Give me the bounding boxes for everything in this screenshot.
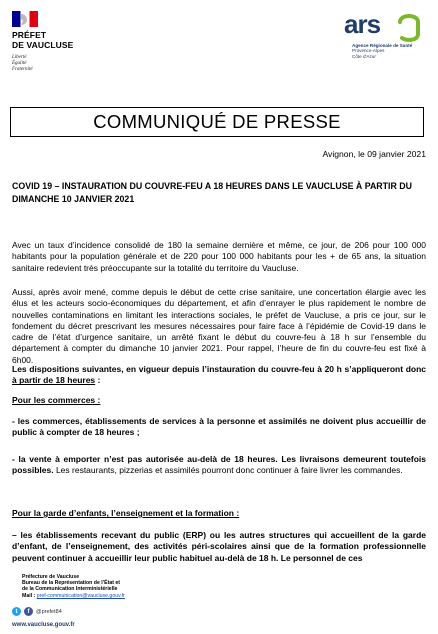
paragraph-decision: Aussi, après avoir mené, comme depuis le début de cette crise sanitaire, une concertation élargie avec les élus et les acteurs socio-économiques du département, et afin d’enrayer le plus rapidement le nombre de nouvelles contaminations en limitant les interactions sociales, le préfet de Vaucluse, a pris ce jour, sur le fondement du décret prescrivant les mesures nécessaires pour faire face à l’épidémie de Covid-19 dans le cadre de l’état d’urgence sanitaire, un arrêté fixant le début du couvre-feu à 18 h sur l’ensemble du département à compter du dimanche 10 janvier 2021. Pour rappel, l’heure de fin du couvre-feu est fixé à 6h00. <box>12 287 426 365</box>
marianne-logo <box>12 11 38 27</box>
ars-subtitle <box>352 43 412 59</box>
dispositions-colon: : <box>95 375 101 386</box>
mail-link[interactable]: pref-communication@vaucluse.gouv.fr <box>36 592 125 599</box>
republic-motto <box>12 55 33 73</box>
vente-emporter-rest: Les restaurants, pizzerias et assimilés pourront donc continuer à faire livrer les commandes. <box>53 465 403 476</box>
title-box <box>10 107 424 137</box>
footer-contact <box>22 574 125 599</box>
website-link[interactable]: www.vaucluse.gouv.fr <box>12 622 75 628</box>
ars-sub-line-2: Provence-Alpes <box>352 48 385 54</box>
paragraph-vente-emporter <box>12 454 426 477</box>
dispositions-text: Les dispositions suivantes, en vigueur depuis l’instauration du couvre-feu à 20 h s’appliqueront donc <box>12 364 426 374</box>
footer-line-2: Bureau de la Représentation de l’État et <box>22 580 121 587</box>
facebook-icon[interactable]: f <box>24 607 33 616</box>
ars-sub-line-1: Agence Régionale de Santé <box>352 43 413 48</box>
ars-sub-line-3: Côte d'Azur <box>352 53 376 59</box>
ars-logo-text: ars <box>344 9 381 39</box>
paragraph-incidence: Avec un taux d’incidence consolidé de 180 la semaine dernière et même, ce jour, de 206 pour 100 000 habitants pour la population générale et de 220 pour 100 000 habitants pour les + de 65 ans, la situation sanitaire redevient très préoccupante sur la totalité du territoire du Vaucluse. <box>12 240 426 273</box>
section-enfants: Pour la garde d’enfants, l’enseignement et la formation : <box>12 508 240 518</box>
prefecture-name <box>12 30 73 50</box>
footer-mail-line <box>22 593 125 599</box>
vente-emporter-bold: - la vente à emporter n’est pas autorisée au-delà de 18 heures. Les livraisons demeurent toutefois possibles. <box>12 454 426 476</box>
mail-label: Mail : <box>22 592 37 599</box>
section-commerces: Pour les commerces : <box>12 395 101 405</box>
paragraph-erp: – les établissements recevant du public (ERP) ou les autres structures qui accueillent de la garde d’enfant, de l’enseignement, des activités péri-scolaires ainsi que de la formation professionnelle peuvent continuer à accueillir leur public habituel au-delà de 18 h. Le personnel de ces <box>12 530 426 563</box>
dateline: Avignon, le 09 janvier 2021 <box>322 149 426 159</box>
footer-line-1: Préfecture de Vaucluse <box>22 574 80 580</box>
motto-egalite: Égalité <box>12 61 27 66</box>
paragraph-dispositions <box>12 364 426 387</box>
page-title: COMMUNIQUÉ DE PRESSE <box>93 111 341 132</box>
paragraph-commerces-rule: - les commerces, établissements de services à la personne et assimilés ne doivent plus accueillir de public à compter de 18 heures ; <box>12 416 426 438</box>
twitter-icon[interactable]: t <box>12 607 21 616</box>
prefet-line-1: PRÉFET <box>12 30 47 40</box>
motto-fraternite: Fraternité <box>12 67 33 72</box>
headline: COVID 19 – INSTAURATION DU COUVRE-FEU A 18 HEURES DANS LE VAUCLUSE À PARTIR DU DIMANCHE 10 JANVIER 2021 <box>12 181 412 204</box>
social-handle[interactable]: @prefet84 <box>36 608 62 615</box>
dispositions-time: à partir de 18 heures <box>12 375 96 386</box>
ars-swoosh-icon <box>396 12 422 42</box>
motto-liberte: Liberté <box>12 55 27 60</box>
prefet-line-2: DE VAUCLUSE <box>12 40 74 50</box>
social-links <box>12 607 62 616</box>
footer-line-3: de la Communication Interministérielle <box>22 586 118 593</box>
